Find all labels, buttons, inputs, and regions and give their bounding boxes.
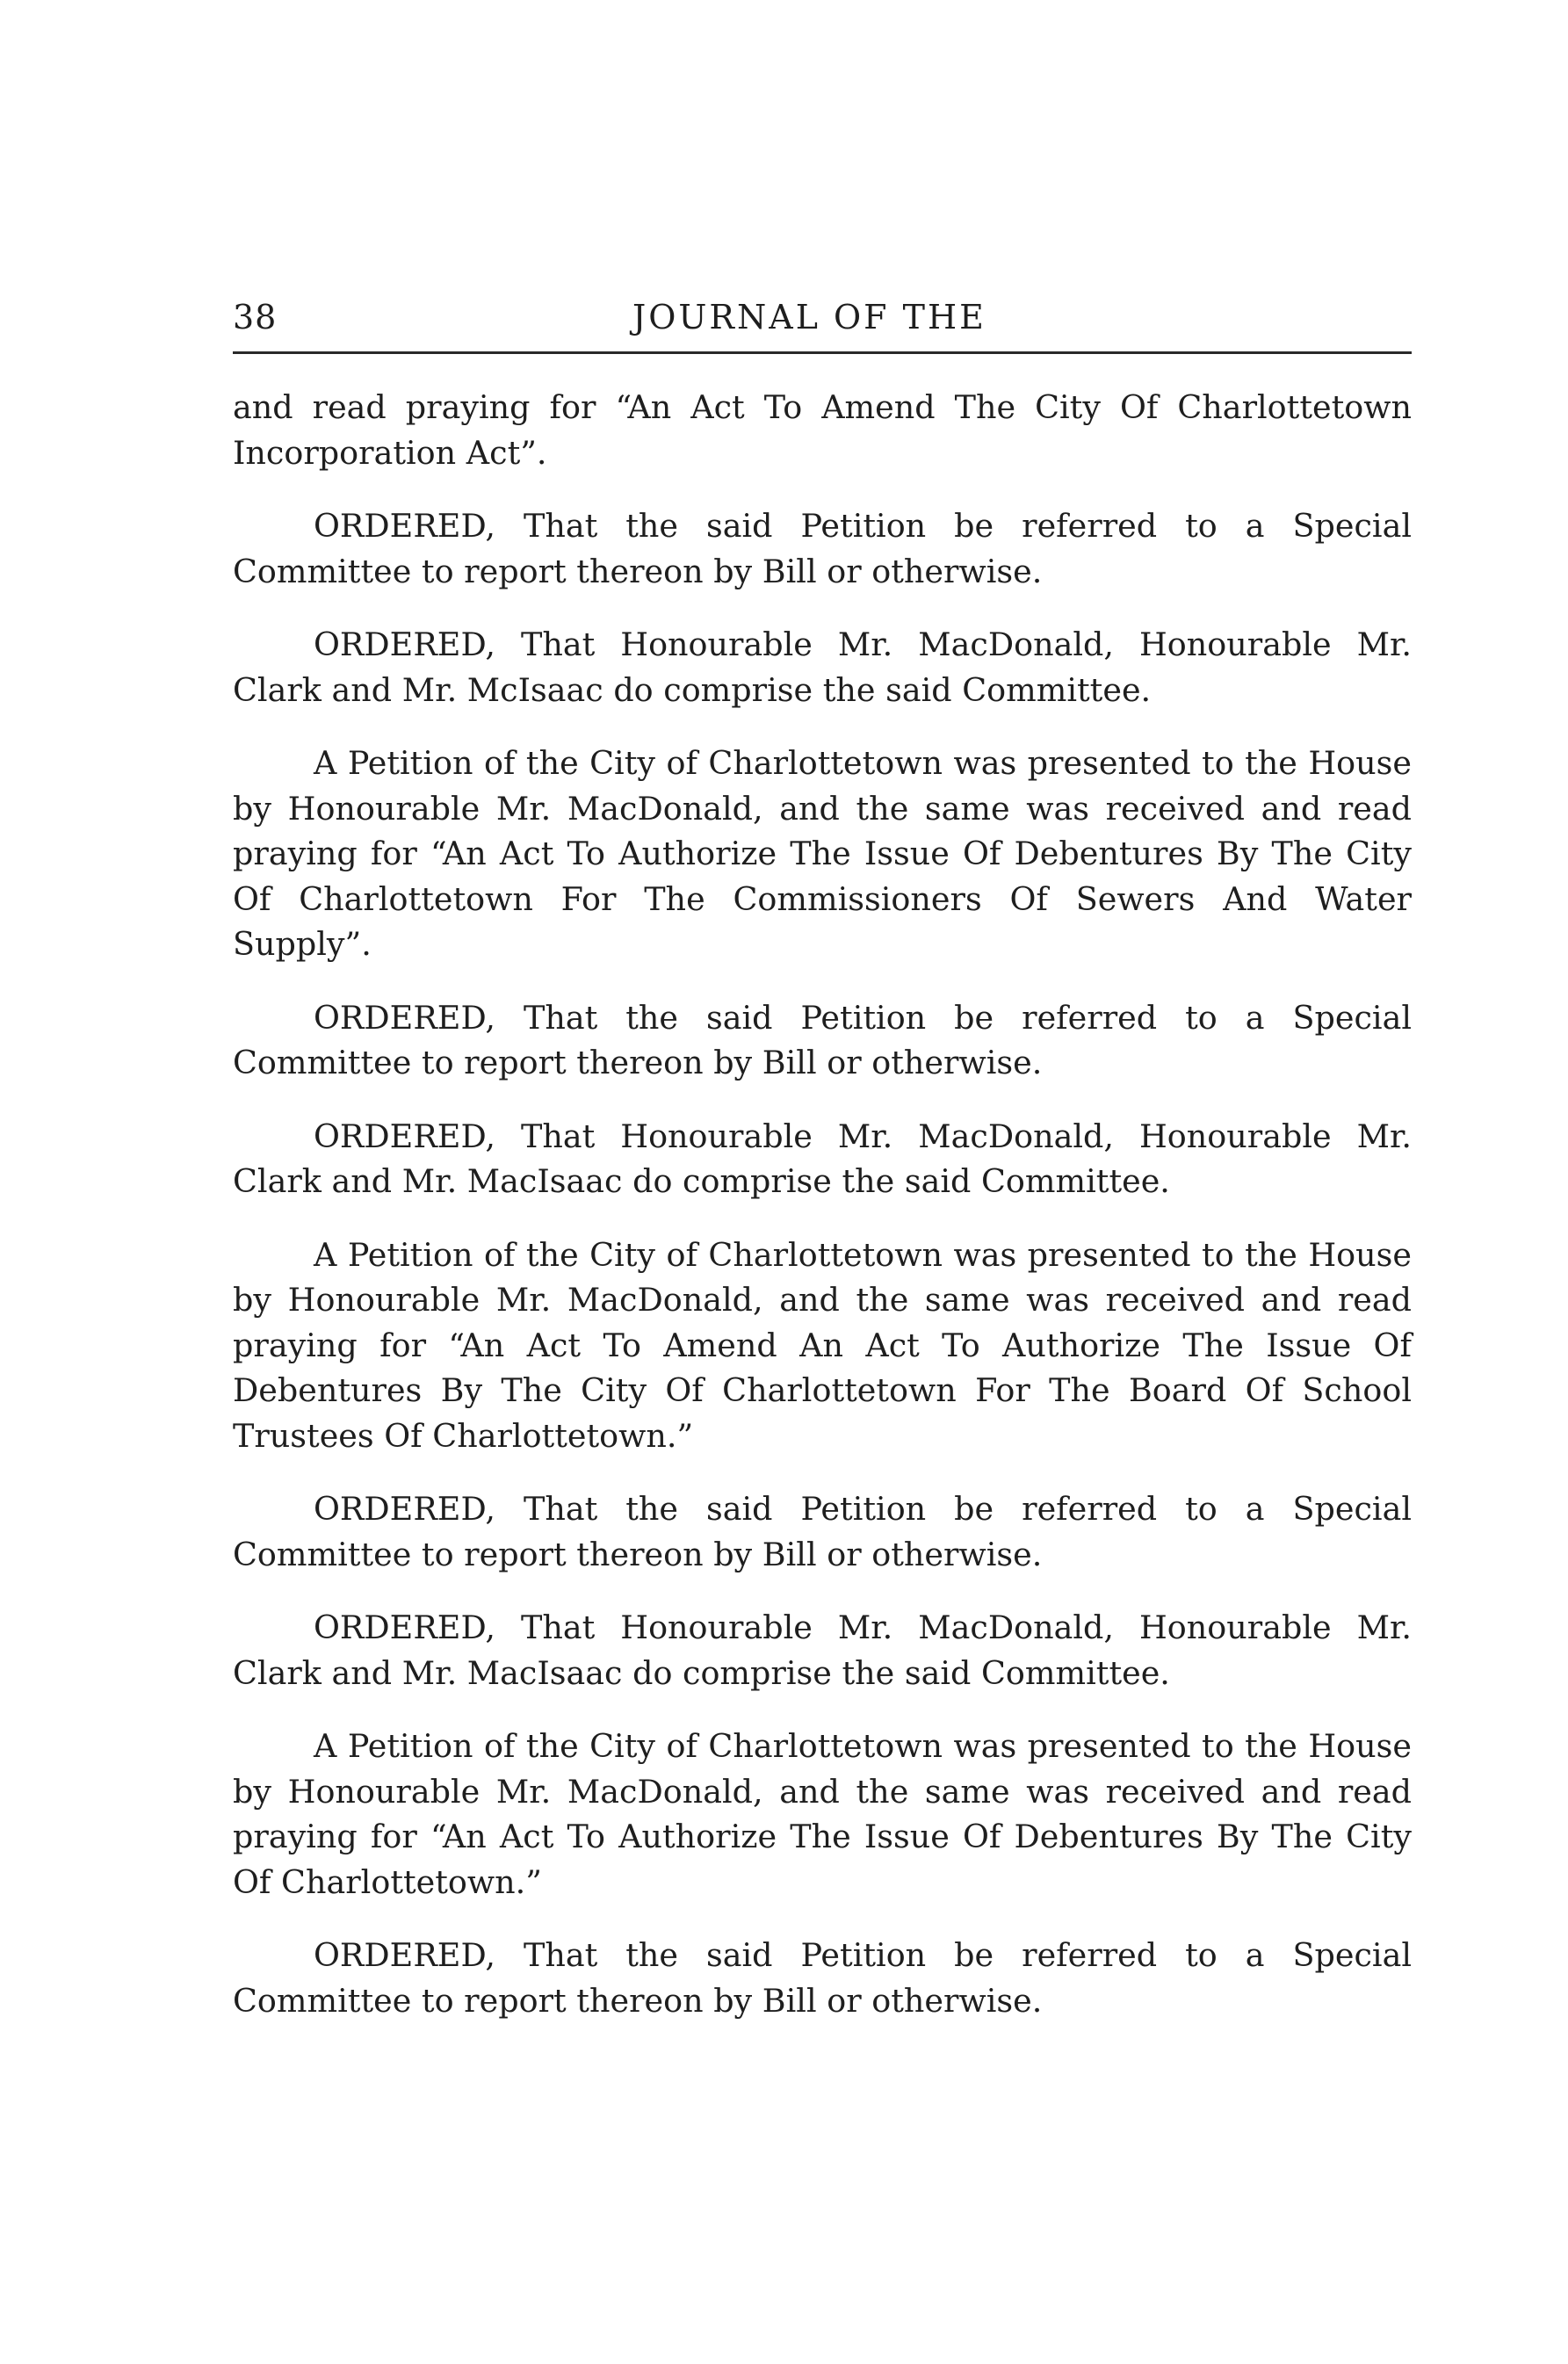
journal-title: JOURNAL OF THE bbox=[632, 298, 986, 336]
journal-body bbox=[233, 385, 1412, 2023]
paragraph-order-committee: ORDERED, That Honourable Mr. MacDonald, Honourable Mr. Clark and Mr. McIsaac do comprise the said Committee. bbox=[233, 625, 1412, 709]
paragraph-petition: A Petition of the City of Charlottetown was presented to the House by Honourable Mr. MacDonald, and the same was received and read praying for “An Act To Amend An Act To Authorize The Issue Of Debentures By The City Of Charlottetown For The Board Of School Trustees Of Charlottetown.” bbox=[233, 1235, 1412, 1455]
paragraph-petition: A Petition of the City of Charlottetown was presented to the House by Honourable Mr. MacDonald, and the same was received and read praying for “An Act To Authorize The Issue Of Debentures By The City Of Charlottetown.” bbox=[233, 1727, 1412, 1901]
page-number: 38 bbox=[233, 298, 278, 336]
paragraph-continuation: and read praying for “An Act To Amend The City Of Charlottetown Incorporation Act”. bbox=[233, 388, 1412, 472]
paragraph-order-referral: ORDERED, That the said Petition be referred to a Special Committee to report thereon by Bill or otherwise. bbox=[233, 1490, 1412, 1573]
running-header bbox=[233, 297, 1412, 354]
paragraph-order-referral: ORDERED, That the said Petition be referred to a Special Committee to report thereon by Bill or otherwise. bbox=[233, 507, 1412, 590]
paragraph-order-referral: ORDERED, That the said Petition be referred to a Special Committee to report thereon by Bill or otherwise. bbox=[233, 1936, 1412, 2020]
paragraph-order-committee: ORDERED, That Honourable Mr. MacDonald, Honourable Mr. Clark and Mr. MacIsaac do comprise the said Committee. bbox=[233, 1117, 1412, 1200]
paragraph-petition: A Petition of the City of Charlottetown was presented to the House by Honourable Mr. MacDonald, and the same was received and read praying for “An Act To Authorize The Issue Of Debentures By The City Of Charlottetown For The Commissioners Of Sewers And Water Supply”. bbox=[233, 744, 1412, 963]
paragraph-order-referral: ORDERED, That the said Petition be referred to a Special Committee to report thereon by Bill or otherwise. bbox=[233, 998, 1412, 1081]
paragraph-order-committee: ORDERED, That Honourable Mr. MacDonald, Honourable Mr. Clark and Mr. MacIsaac do comprise the said Committee. bbox=[233, 1609, 1412, 1692]
